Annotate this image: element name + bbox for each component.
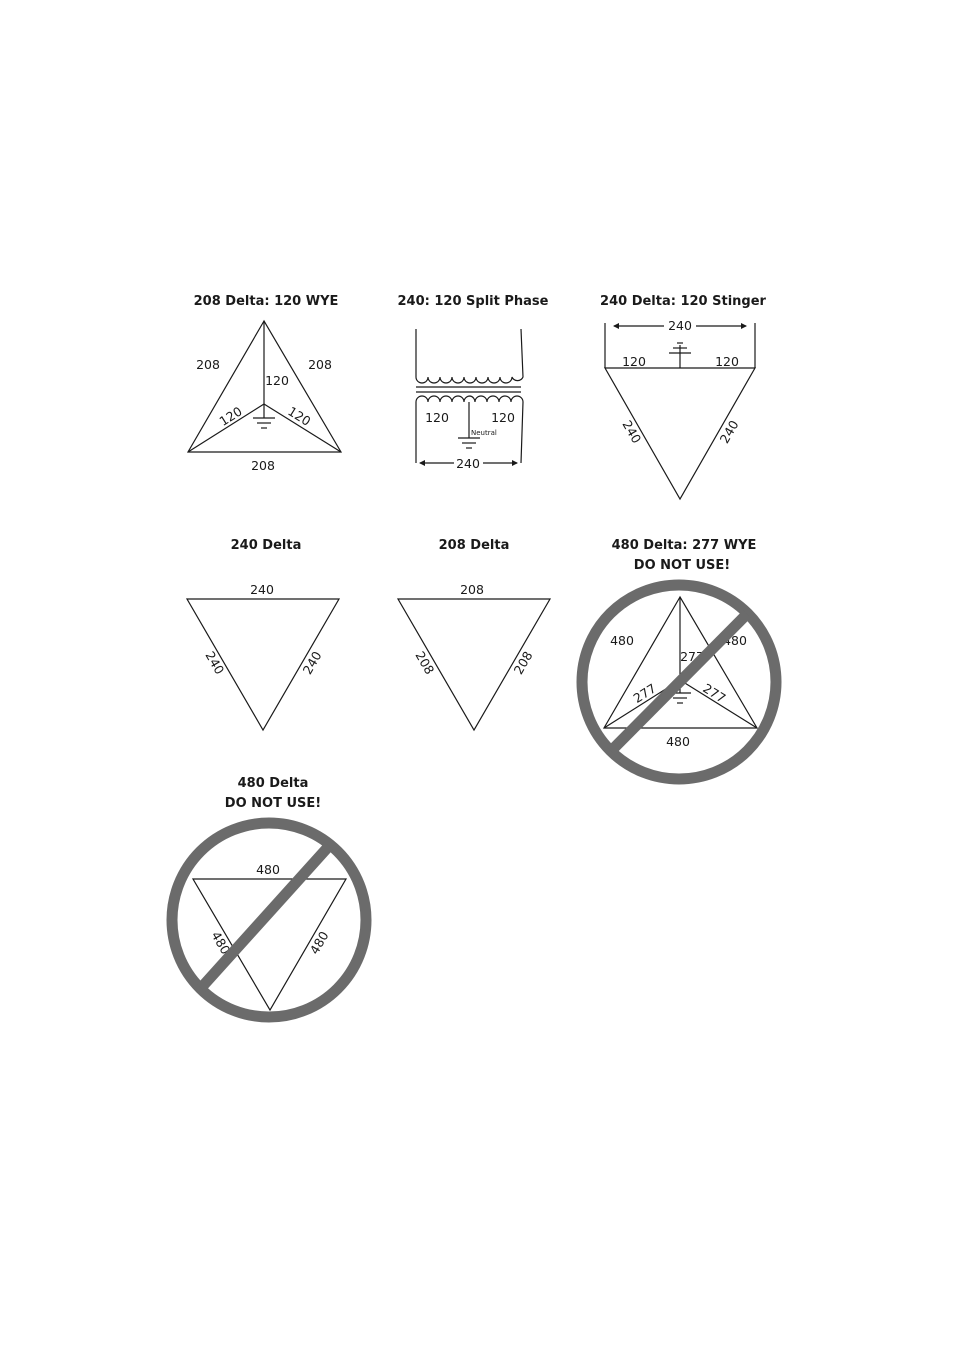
- stinger-diagram: [600, 294, 767, 499]
- ground-icon: [253, 404, 275, 428]
- delta-480-warning: DO NOT USE!: [224, 796, 322, 811]
- delta-240-side-left-label: 240: [202, 648, 228, 677]
- delta-240-top-label: 240: [250, 582, 274, 597]
- wye-277-warning: DO NOT USE!: [633, 558, 731, 573]
- wye-277-center-vertical-label: 277: [680, 649, 704, 664]
- wye-208-title: 208 Delta: 120 WYE: [193, 294, 339, 309]
- prohibition-icon: [172, 823, 366, 1017]
- wye-208-bottom-label: 208: [251, 458, 275, 473]
- wye-277-side-right-label: 480: [723, 633, 747, 648]
- stinger-top-right-label: 120: [715, 354, 739, 369]
- delta-480-side-left-label: 480: [208, 928, 234, 957]
- wye-208-side-left-label: 208: [196, 357, 220, 372]
- delta-208-side-right-label: 208: [510, 648, 536, 677]
- split-phase-diagram: [398, 294, 549, 471]
- delta-480-diagram: [172, 776, 366, 1017]
- wye-208-center-left-label: 120: [216, 403, 245, 429]
- wye-208-side-right-label: 208: [308, 357, 332, 372]
- wye-277-side-left-label: 480: [610, 633, 634, 648]
- wye-277-center-right-label: 277: [700, 680, 729, 706]
- stinger-top-left-label: 120: [622, 354, 646, 369]
- wye-277-bottom-label: 480: [666, 734, 690, 749]
- neutral-label: Neutral: [471, 429, 497, 437]
- wye-277-diagram: [582, 538, 776, 779]
- delta-480-title: 480 Delta: [237, 776, 309, 791]
- delta-208-top-label: 208: [460, 582, 484, 597]
- split-phase-total-label: 240: [456, 456, 480, 471]
- wye-277-center-left-label: 277: [630, 680, 659, 706]
- delta-240-title: 240 Delta: [230, 538, 302, 553]
- wye-208-center-vertical-label: 120: [265, 373, 289, 388]
- delta-208-title: 208 Delta: [438, 538, 510, 553]
- wye-208-center-right-label: 120: [285, 403, 314, 429]
- ground-icon: [458, 438, 480, 448]
- delta-208-diagram: [398, 538, 550, 730]
- transformer-core: [416, 387, 521, 392]
- delta-480-top-label: 480: [256, 862, 280, 877]
- prohibition-icon: [582, 585, 776, 779]
- split-phase-right-label: 120: [491, 410, 515, 425]
- delta-240-diagram: [187, 538, 339, 730]
- stinger-title: 240 Delta: 120 Stinger: [600, 294, 766, 309]
- wye-208-diagram: [188, 294, 341, 473]
- transformer-primary: [416, 329, 523, 383]
- split-phase-title: 240: 120 Split Phase: [397, 294, 549, 309]
- stinger-top-label: 240: [668, 318, 692, 333]
- split-phase-left-label: 120: [425, 410, 449, 425]
- wye-277-title: 480 Delta: 277 WYE: [611, 538, 757, 553]
- delta-208-side-left-label: 208: [412, 648, 438, 677]
- delta-240-side-right-label: 240: [299, 648, 325, 677]
- stinger-side-right-label: 240: [716, 417, 742, 446]
- delta-480-side-right-label: 480: [306, 928, 332, 957]
- stinger-side-left-label: 240: [619, 417, 645, 446]
